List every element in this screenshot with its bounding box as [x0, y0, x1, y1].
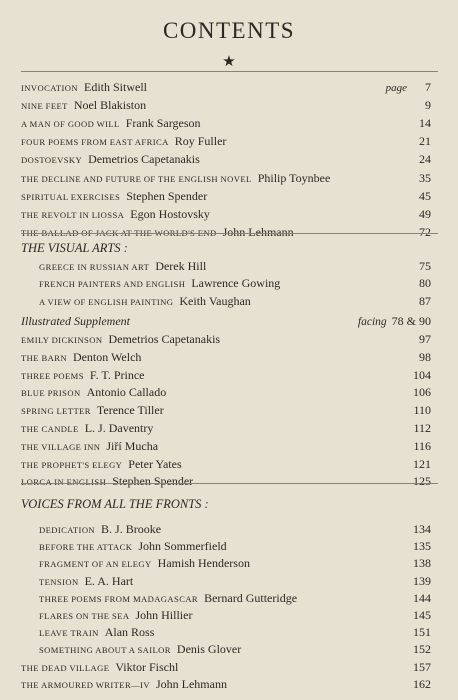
- entry-author: Derek Hill: [155, 259, 207, 273]
- entry-page-number: [419, 133, 431, 149]
- entry-page-number: [413, 456, 431, 472]
- entry-page-number: [413, 641, 431, 657]
- toc-entry: [21, 79, 147, 95]
- toc-entry: [21, 473, 193, 489]
- entry-author: John Hillier: [135, 608, 193, 622]
- entry-page-number: [419, 258, 431, 274]
- entry-author: Bernard Gutteridge: [204, 590, 298, 605]
- toc-entry: [21, 97, 146, 113]
- section-heading-visual-arts: THE VISUAL ARTS :: [21, 241, 128, 255]
- page-number: 138: [413, 556, 431, 571]
- entry-author: Stephen Spender: [112, 474, 194, 489]
- page-number: 125: [413, 474, 431, 489]
- page-number: 144: [413, 590, 431, 605]
- page-number: 145: [413, 608, 431, 622]
- entry-author: Viktor Fischl: [115, 659, 179, 674]
- toc-entry: [39, 293, 251, 309]
- star-ornament-icon: ★: [222, 54, 236, 70]
- page-number: 134: [413, 522, 431, 536]
- page-number: 72: [419, 224, 431, 239]
- divider-rule: [21, 233, 438, 234]
- entry-author: Hamish Henderson: [157, 556, 250, 571]
- page-number: 21: [419, 134, 431, 149]
- toc-entry: [21, 151, 200, 167]
- entry-title: THREE POEMS: [21, 370, 84, 381]
- entry-title: SPRING LETTER: [21, 406, 91, 417]
- toc-entry: [21, 420, 153, 436]
- entry-author: L. J. Daventry: [84, 421, 154, 435]
- toc-entry: [39, 607, 192, 623]
- entry-author: John Lehmann: [155, 676, 227, 691]
- entry-page-number: [419, 115, 431, 131]
- section-heading-voices: VOICES FROM ALL THE FRONTS :: [21, 497, 209, 511]
- page-number: 7: [425, 80, 431, 94]
- entry-title: THE BARN: [21, 352, 67, 363]
- toc-entry: [21, 331, 220, 347]
- page-number: 45: [419, 188, 431, 203]
- supplement-page-numbers: 78 & 90: [391, 314, 431, 328]
- toc-entry: [21, 206, 210, 222]
- illustrated-supplement-label: Illustrated Supplement: [21, 314, 130, 328]
- toc-entry: [39, 275, 280, 291]
- page-number: 14: [419, 116, 431, 131]
- toc-entry: [21, 170, 330, 186]
- entry-title: THE PROPHET'S ELEGY: [21, 459, 123, 470]
- supplement-pages: [358, 313, 431, 329]
- entry-author: B. J. Brooke: [101, 522, 162, 536]
- entry-title: NINE FEET: [21, 101, 68, 112]
- entry-page-number: [413, 590, 431, 606]
- page-number: 162: [413, 676, 431, 691]
- entry-author: Demetrios Capetanakis: [108, 332, 221, 346]
- facing-word: facing: [357, 316, 387, 328]
- entry-author: John Sommerfield: [138, 539, 227, 554]
- page-number: 139: [413, 573, 431, 588]
- page-number: 157: [413, 659, 431, 674]
- entry-author: Philip Toynbee: [257, 170, 331, 185]
- entry-page-number: [413, 676, 431, 692]
- toc-entry: [39, 521, 161, 537]
- entry-page-number: [413, 555, 431, 571]
- toc-entry: [21, 456, 182, 472]
- entry-page-number: [419, 170, 431, 186]
- entry-page-number: [413, 573, 431, 589]
- entry-page-number: [413, 521, 431, 537]
- toc-entry: [21, 438, 158, 454]
- page-title: CONTENTS: [162, 18, 296, 43]
- entry-author: Antonio Callado: [86, 385, 167, 400]
- toc-entry: [39, 573, 133, 589]
- entry-author: E. A. Hart: [84, 573, 134, 588]
- entry-author: Denis Glover: [176, 642, 242, 657]
- entry-title: SPIRITUAL EXERCISES: [21, 191, 121, 202]
- entry-author: Jiří Mucha: [106, 438, 159, 453]
- entry-author: Frank Sargeson: [125, 116, 201, 131]
- entry-title: THE REVOLT IN LIOSSA: [21, 209, 125, 220]
- toc-entry: [21, 659, 178, 675]
- entry-page-number: [413, 473, 431, 489]
- entry-author: Alan Ross: [104, 625, 155, 640]
- entry-page-number: [419, 224, 431, 240]
- entry-title: THE VILLAGE INN: [21, 441, 101, 452]
- page-number: 135: [413, 539, 431, 554]
- entry-title: THE BALLAD OF JACK AT THE WORLD'S END: [21, 227, 217, 238]
- toc-entry: [21, 349, 141, 365]
- entry-title: TENSION: [39, 576, 79, 587]
- toc-entry: [21, 188, 207, 204]
- entry-title: BEFORE THE ATTACK: [39, 542, 133, 553]
- entry-page-number: [413, 659, 431, 675]
- page-number: 151: [413, 625, 431, 640]
- entry-title: EMILY DICKINSON: [21, 335, 103, 345]
- entry-page-number: [413, 420, 431, 436]
- page-number: 116: [413, 438, 431, 453]
- entry-title: FRAGMENT OF AN ELEGY: [39, 559, 152, 570]
- entry-title: THE DECLINE AND FUTURE OF THE ENGLISH NOVEL: [21, 173, 252, 184]
- entry-title: INVOCATION: [21, 83, 78, 93]
- page-number: 9: [425, 98, 431, 113]
- page-number: 75: [419, 259, 431, 273]
- entry-title: THE CANDLE: [21, 424, 79, 434]
- entry-page-number: [413, 624, 431, 640]
- entry-page-number: [419, 275, 431, 291]
- toc-entry: [21, 384, 166, 400]
- entry-page-number: [419, 331, 431, 347]
- entry-title: BLUE PRISON: [21, 388, 81, 399]
- entry-author: Noel Blakiston: [73, 98, 147, 113]
- entry-author: Lawrence Gowing: [191, 276, 281, 291]
- entry-author: Terence Tiller: [96, 403, 164, 418]
- entry-page-number: [413, 367, 431, 383]
- entry-title: DOSTOEVSKY: [21, 155, 83, 166]
- entry-title: LORCA IN ENGLISH: [21, 477, 107, 488]
- toc-entry: [21, 676, 227, 692]
- entry-title: THREE POEMS FROM MADAGASCAR: [39, 593, 199, 604]
- toc-entry: [21, 224, 294, 240]
- entry-title: GREECE IN RUSSIAN ART: [39, 262, 150, 272]
- entry-title: FRENCH PAINTERS AND ENGLISH: [39, 279, 186, 290]
- entry-author: Denton Welch: [72, 349, 142, 364]
- entry-page-number: [419, 349, 431, 365]
- entry-author: F. T. Prince: [89, 367, 145, 382]
- entry-title: THE DEAD VILLAGE: [21, 662, 110, 673]
- entry-title: FOUR POEMS FROM EAST AFRICA: [21, 137, 169, 148]
- entry-title: FLARES ON THE SEA: [39, 611, 130, 621]
- page-number: 80: [419, 276, 431, 291]
- entry-title: A VIEW OF ENGLISH PAINTING: [39, 296, 174, 307]
- entry-page-number: [413, 438, 431, 454]
- entry-page-number: [425, 97, 431, 113]
- page-number: 49: [419, 206, 431, 221]
- entry-title: SOMETHING ABOUT A SAILOR: [39, 645, 171, 656]
- entry-author: Roy Fuller: [174, 134, 227, 149]
- entry-title: LEAVE TRAIN: [39, 628, 99, 639]
- divider-rule: [21, 483, 438, 484]
- page-word: page: [385, 82, 407, 94]
- entry-author: Stephen Spender: [126, 188, 208, 203]
- page-number: 104: [413, 367, 431, 382]
- toc-entry: [39, 590, 297, 606]
- toc-entry: [21, 367, 144, 383]
- toc-entry: [39, 555, 250, 571]
- toc-entry: [39, 258, 206, 274]
- entry-author: Egon Hostovsky: [130, 206, 210, 221]
- page-number: 35: [419, 170, 431, 185]
- entry-author: Edith Sitwell: [84, 80, 147, 94]
- entry-page-number: [413, 402, 431, 418]
- entry-author: John Lehmann: [222, 224, 294, 239]
- page-number: 87: [419, 293, 431, 308]
- toc-entry: [39, 641, 241, 657]
- entry-author: Demetrios Capetanakis: [88, 152, 200, 167]
- toc-entry: [21, 402, 164, 418]
- divider-rule: [21, 71, 438, 72]
- entry-page-number: [413, 607, 431, 623]
- entry-title: THE ARMOURED WRITER—IV: [21, 679, 150, 690]
- page-number: 112: [413, 421, 431, 435]
- entry-page-number: [413, 384, 431, 400]
- toc-entry: [39, 538, 227, 554]
- page-number: 98: [419, 349, 431, 364]
- entry-page-number: [419, 151, 431, 167]
- entry-author: Peter Yates: [128, 456, 182, 471]
- toc-entry: [39, 624, 154, 640]
- page-number: 152: [413, 642, 431, 657]
- entry-page-number: [419, 188, 431, 204]
- entry-author: Keith Vaughan: [179, 293, 251, 308]
- page-number: 97: [419, 332, 431, 346]
- entry-page-number: [419, 206, 431, 222]
- entry-page-number: [413, 538, 431, 554]
- entry-page-number: [386, 79, 431, 95]
- toc-entry: [21, 115, 201, 131]
- page-number: 106: [413, 385, 431, 400]
- page-number: 121: [413, 456, 431, 471]
- toc-entry: [21, 133, 226, 149]
- entry-title: DEDICATION: [39, 525, 96, 535]
- entry-page-number: [419, 293, 431, 309]
- entry-title: A MAN OF GOOD WILL: [21, 119, 120, 130]
- page-number: 110: [413, 403, 431, 418]
- page-number: 24: [419, 152, 431, 167]
